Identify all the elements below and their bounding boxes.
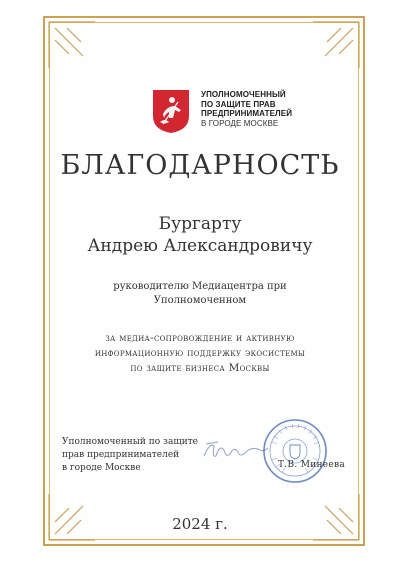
signer-role-line: в городе Москве xyxy=(62,463,141,473)
reason-line: по защите бизнеса Москвы xyxy=(130,362,270,374)
recipient-position xyxy=(0,280,400,308)
handwritten-signature-icon xyxy=(200,436,270,466)
corner-ornament-top-left xyxy=(43,16,103,76)
reason-line: информационную поддержку экосистемы xyxy=(94,347,306,359)
certificate-title: БЛАГОДАРНОСТЬ xyxy=(60,150,340,181)
org-name-line: ПО ЗАЩИТЕ ПРАВ xyxy=(201,99,276,109)
certificate-year: 2024 г. xyxy=(172,515,228,533)
signer-name: Т.В. Минеева xyxy=(278,460,346,470)
recipient-given-names: Андрею Александровичу xyxy=(87,236,313,256)
signer-role-line: Уполномоченный по защите xyxy=(62,437,198,447)
signer-role xyxy=(62,436,198,475)
moscow-coat-of-arms-icon xyxy=(151,88,191,134)
position-line: Уполномоченном xyxy=(153,295,247,306)
org-name-line: ПРЕДПРИНИМАТЕЛЕЙ xyxy=(201,109,293,119)
recipient-surname: Бургарту xyxy=(158,214,242,234)
reason-line: за медиа-сопровождение и активную xyxy=(105,332,295,344)
gratitude-reason xyxy=(0,331,400,376)
corner-ornament-top-right xyxy=(305,16,365,76)
org-name-line: УПОЛНОМОЧЕННЫЙ xyxy=(201,90,286,99)
position-line: руководителю Медиацентра при xyxy=(113,281,287,292)
org-city-line: В ГОРОДЕ МОСКВЕ xyxy=(201,118,279,128)
organization-logo xyxy=(151,88,292,134)
official-stamp-icon xyxy=(262,418,328,484)
signer-role-line: прав предпринимателей xyxy=(62,450,180,460)
